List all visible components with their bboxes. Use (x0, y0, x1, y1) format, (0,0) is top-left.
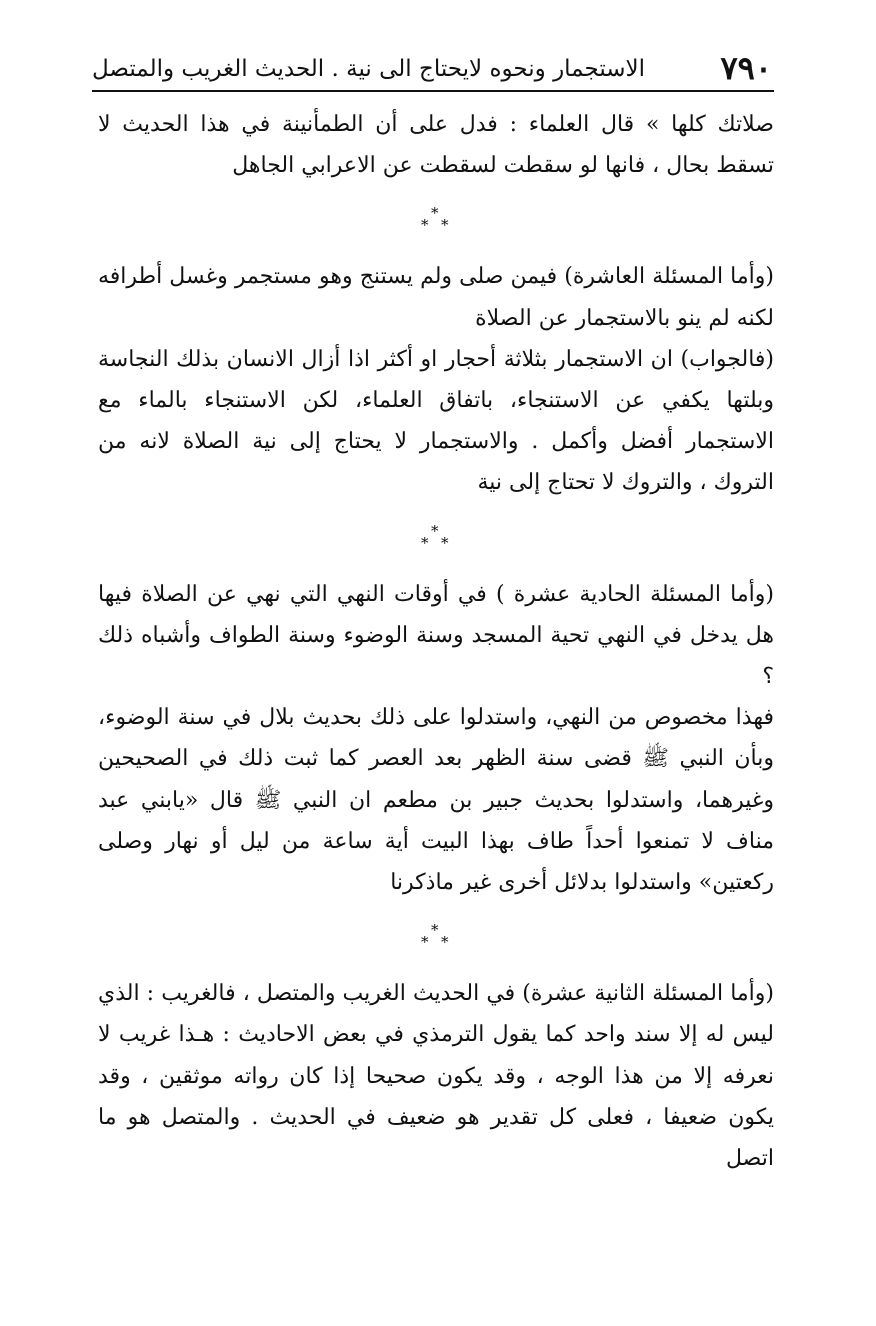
header-rule (92, 90, 774, 92)
paragraph-question-10: (وأما المسئلة العاشرة) فيمن صلى ولم يستنج وهو مستجمر وغسل أطرافه لكنه لم ينو بالاستجمار عن الصلاة (98, 264, 774, 331)
section-ornament (98, 186, 774, 256)
paragraph-continuation: صلاتك كلها » قال العلماء : فدل على أن الطمأنينة في هذا الحديث لا تسقط بحال ، فانها لو سقطت لسقطت عن الاعرابي الجاهل (98, 112, 774, 179)
paragraph-answer-11: فهذا مخصوص من النهي، واستدلوا على ذلك بحديث بلال في سنة الوضوء، وبأن النبي ﷺ قضى سنة الظهر بعد العصر كما ثبت ذلك في الصحيحين وغيرهما، واستدلوا بحديث جبير بن مطعم ان النبي ﷺ قال «يابني عبد مناف لا تمنعوا أحداً طاف بهذا البيت أية ساعة من ليل أو نهار وصلى ركعتين» واستدلوا بدلائل أخرى غير ماذكرنا (98, 705, 774, 896)
section-ornament (98, 903, 774, 973)
page-body (98, 104, 774, 1179)
paragraph-answer-10: (فالجواب) ان الاستجمار بثلاثة أحجار او أكثر اذا أزال الانسان بذلك النجاسة وبلتها يكفي عن الاستنجاء، باتفاق العلماء، لكن الاستنجاء بالماء مع الاستجمار أفضل وأكمل . والاستجمار لا يحتاج إلى نية الصلاة لانه من التروك ، والتروك لا تحتاج إلى نية (98, 346, 774, 496)
asterism-icon: * * * (421, 521, 449, 552)
page-number: ٧٩٠ (720, 49, 772, 87)
page-header (92, 40, 772, 87)
asterism-icon: * * * (421, 204, 449, 235)
paragraph-question-12: (وأما المسئلة الثانية عشرة) في الحديث الغريب والمتصل ، فالغريب : الذي ليس له إلا سند واحد كما يقول الترمذي في بعض الاحاديث : هـذا غريب لا نعرفه إلا من هذا الوجه ، وقد يكون صحيحا إذا كان رواته موثقين ، وقد يكون ضعيفا ، فعلى كل تقدير هو ضعيف في الحديث . والمتصل هو ما اتصل (98, 981, 774, 1172)
asterism-icon: * * * (421, 921, 449, 952)
running-title: الاستجمار ونحوه لايحتاج الى نية . الحديث الغريب والمتصل (92, 56, 646, 83)
paragraph-question-11: (وأما المسئلة الحادية عشرة ) في أوقات النهي التي نهي عن الصلاة فيها هل يدخل في النهي تحية المسجد وسنة الوضوء وسنة الطواف وأشباه ذلك ؟ (98, 581, 774, 690)
section-ornament (98, 504, 774, 574)
